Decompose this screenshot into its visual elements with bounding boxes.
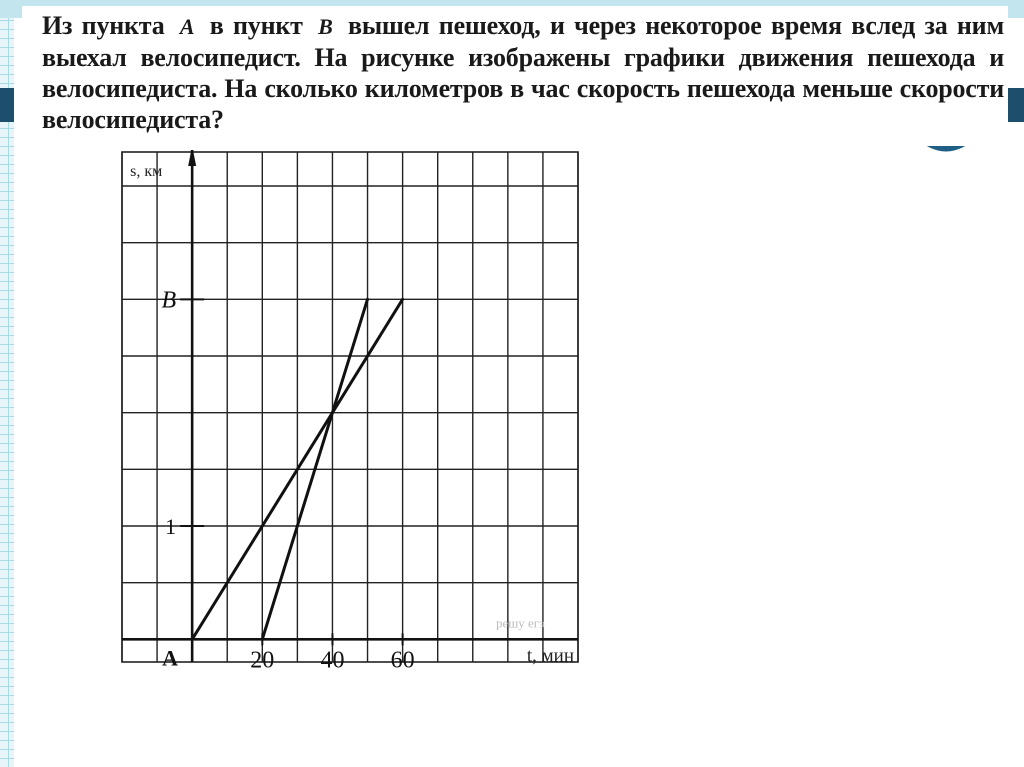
y-tick-label-b: B xyxy=(161,287,177,314)
x-tick-label: 60 xyxy=(390,647,415,670)
x-tick-label: 20 xyxy=(250,647,275,670)
problem-text-part3: вышел пешеход, и через некоторое время вслед за ним выехал велосипедист. На рисунке изображены графики движения пешехода и велосипедиста. На сколько километров в час скорость пешехода меньше скорости велосипедиста? xyxy=(42,11,1004,134)
point-b-label: B xyxy=(318,14,333,39)
chart-axes xyxy=(122,150,578,662)
motion-graph-svg xyxy=(110,150,590,670)
chart-frame xyxy=(122,152,578,662)
motion-graph xyxy=(110,150,590,670)
problem-text-part2: в пункт xyxy=(209,11,303,40)
x-axis-label: t, мин xyxy=(526,645,574,667)
problem-statement xyxy=(42,10,1004,135)
watermark: решу егэ xyxy=(496,615,545,631)
y-tick-label: 1 xyxy=(165,514,177,539)
point-a-label: A xyxy=(179,14,195,39)
x-tick-label: 40 xyxy=(320,647,345,670)
slide-dark-band-left xyxy=(0,88,14,122)
origin-point-label: A xyxy=(162,645,179,670)
chart-grid xyxy=(122,152,578,662)
y-axis-label: s, км xyxy=(130,163,163,180)
problem-text-part1: Из пункта xyxy=(42,11,165,40)
